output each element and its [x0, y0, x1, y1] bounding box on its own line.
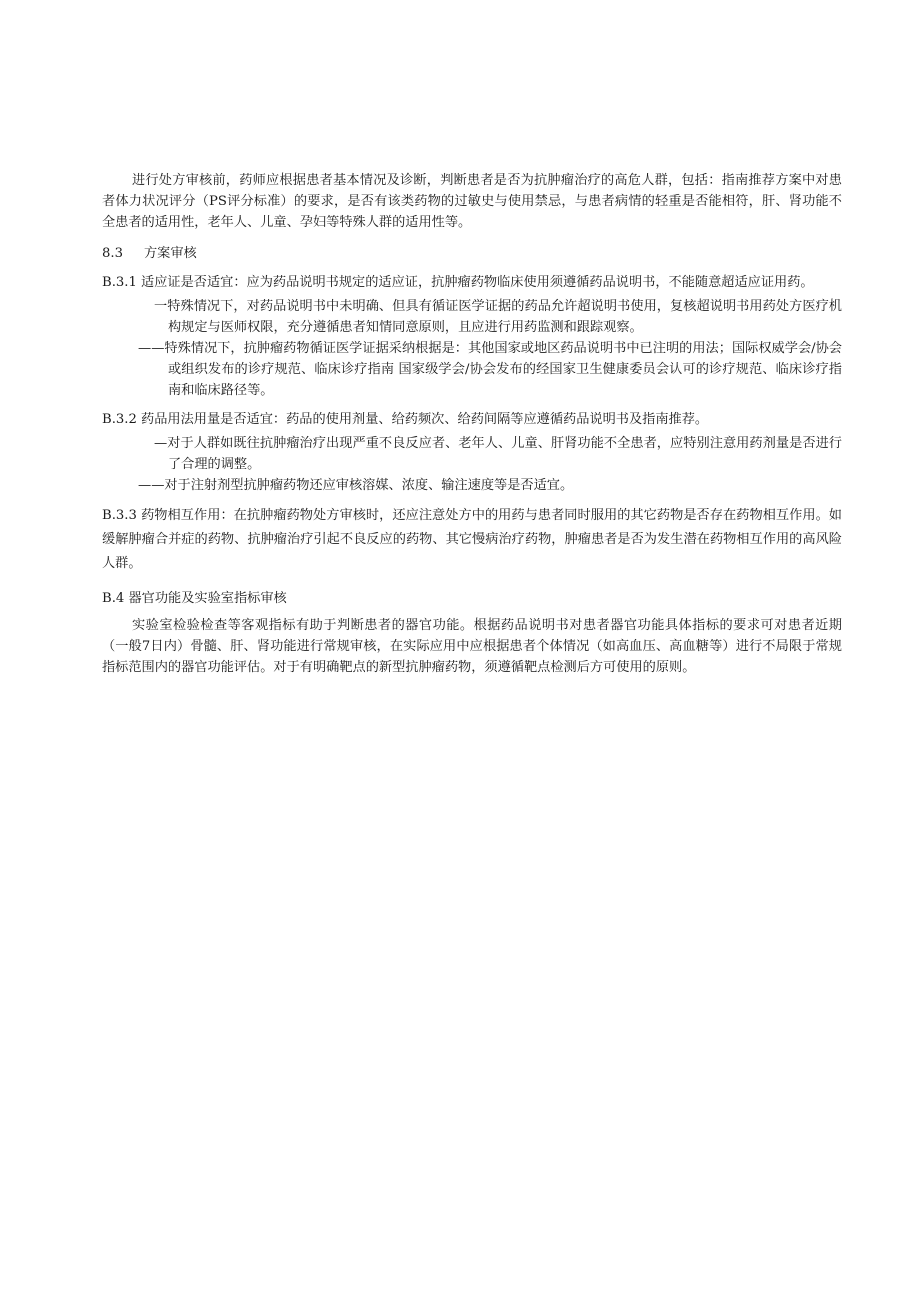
section-heading-b4: B.4 器官功能及实验室指标审核 — [102, 591, 287, 606]
list-item: ——对于注射剂型抗肿瘤药物还应审核溶媒、浓度、输注速度等是否适宜。 — [138, 478, 574, 493]
b4-paragraph: 实验室检验检查等客观指标有助于判断患者的器官功能。根据药品说明书对患者器官功能具体指标的要求可对患者近期（一般7日内）骨髓、肝、肾功能进行常规审核，在实际应用中应根据患者个体情况（如高血压、高血糖等）进行不局限于常规指标范围内的器官功能评估。对于有明确靶点的新型抗肿瘤药物，须遵循靶点检测后方可使用的原则。 — [102, 618, 842, 675]
clause-b31: B.3.1 适应证是否适宜：应为药品说明书规定的适应证，抗肿瘤药物临床使用须遵循药品说明书，不能随意超适应证用药。 — [102, 275, 814, 290]
list-item: 一特殊情况下，对药品说明书中未明确、但具有循证医学证据的药品允许超说明书使用，复核超说明书用药处方医疗机构规定与医师权限，充分遵循患者知情同意原则，且应进行用药监测和跟踪观察。 — [154, 299, 842, 335]
section-title: 方案审核 — [144, 246, 197, 261]
section-heading-8-3 — [102, 243, 842, 264]
clause-b32: B.3.2 药品用法用量是否适宜：药品的使用剂量、给药频次、给药间隔等应遵循药品说明书及指南推荐。 — [102, 412, 709, 427]
section-number: 8.3 — [102, 246, 123, 261]
list-item: —对于人群如既往抗肿瘤治疗出现严重不良反应者、老年人、儿童、肝肾功能不全患者，应特别注意用药剂量是否进行了合理的调整。 — [154, 436, 842, 472]
intro-paragraph: 进行处方审核前，药师应根据患者基本情况及诊断，判断患者是否为抗肿瘤治疗的高危人群，包括：指南推荐方案中对患者体力状况评分（PS评分标准）的要求，是否有该类药物的过敏史与使用禁忌，与患者病情的轻重是否能相符，肝、肾功能不全患者的适用性，老年人、儿童、孕妇等特殊人群的适用性等。 — [102, 173, 842, 230]
list-item: ——特殊情况下，抗肿瘤药物循证医学证据采纳根据是：其他国家或地区药品说明书中已注明的用法；国际权威学会/协会或组织发布的诊疗规范、临床诊疗指南 国家级学会/协会发布的经国家卫生健康委员会认可的诊疗规范、临床诊疗指南和临床路径等。 — [138, 341, 842, 398]
clause-b33: B.3.3 药物相互作用：在抗肿瘤药物处方审核时，还应注意处方中的用药与患者同时服用的其它药物是否存在药物相互作用。如缓解肿瘤合并症的药物、抗肿瘤治疗引起不良反应的药物、其它慢病治疗药物，肿瘤患者是否为发生潜在药物相互作用的高风险人群。 — [102, 508, 842, 571]
